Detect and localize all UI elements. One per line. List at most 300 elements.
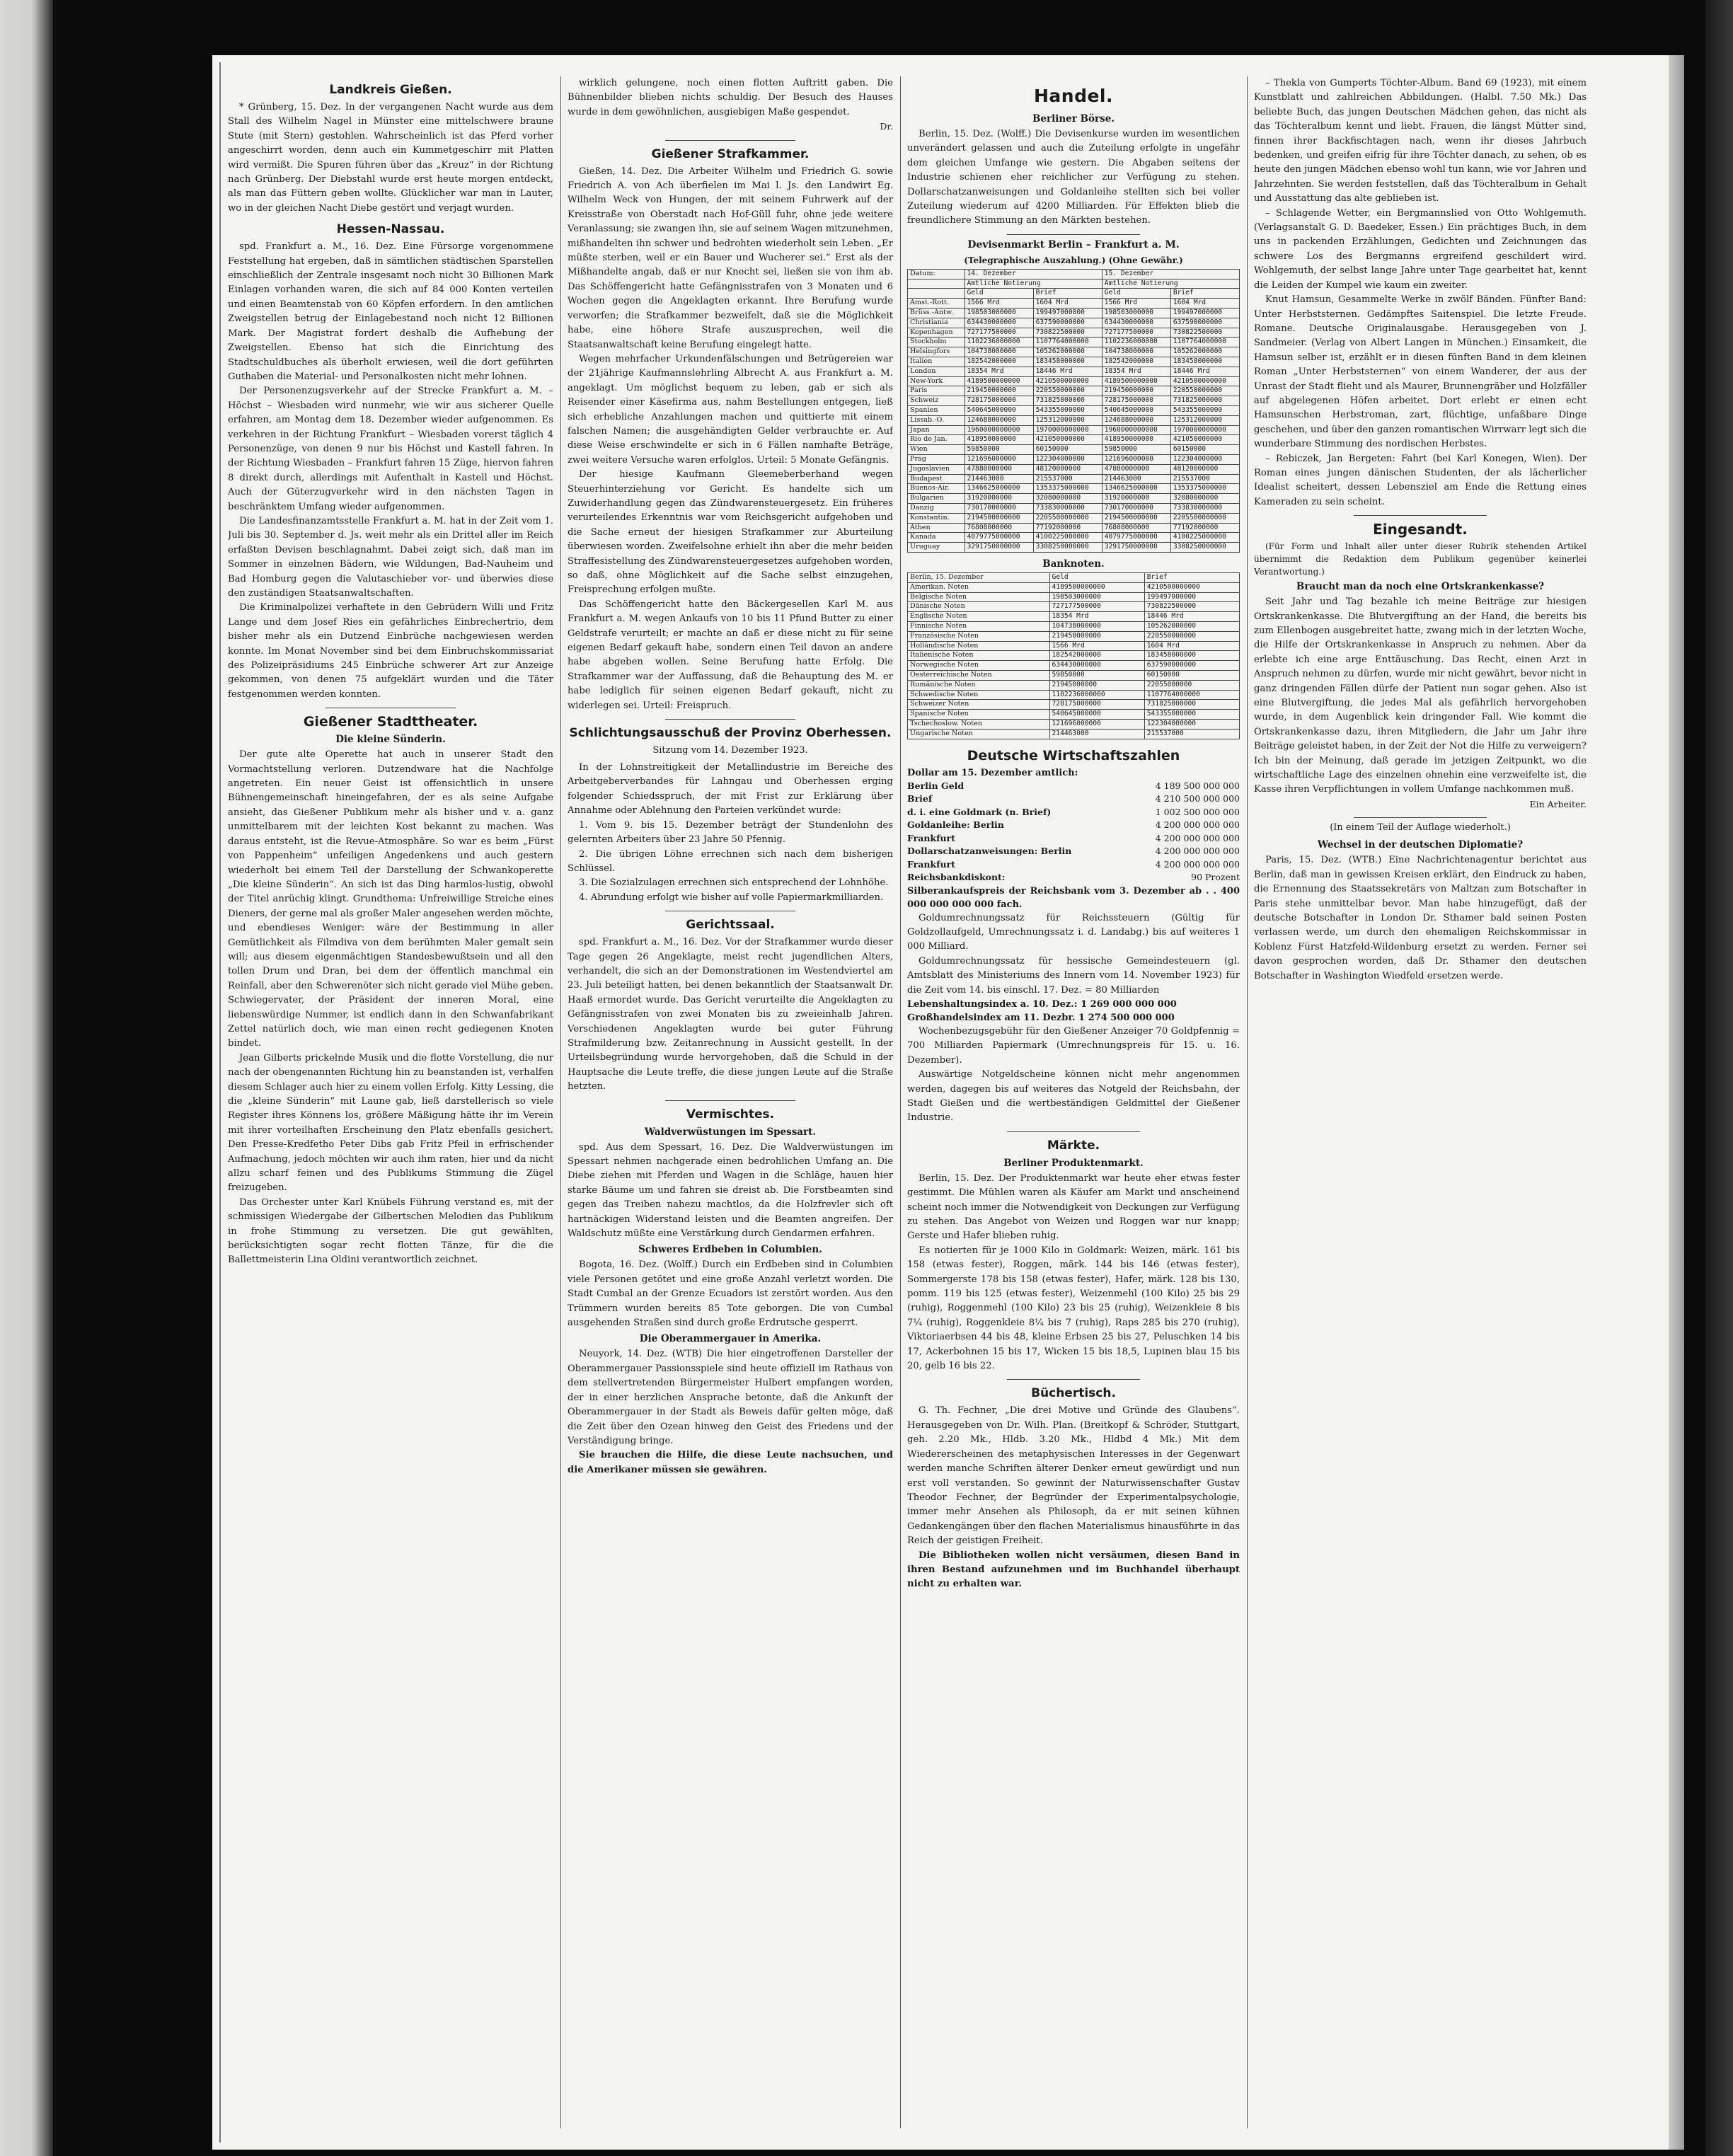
devisen-table-body [908, 299, 1240, 553]
rate-cell: 4189500000000 [1049, 582, 1144, 592]
table-row-label: Spanien [908, 406, 965, 416]
rate-cell: 59850000 [965, 445, 1033, 455]
rate-cell: 198503000000 [1049, 592, 1144, 602]
table-row [908, 338, 1240, 347]
table-row-label: Christiania [908, 318, 965, 328]
rate-cell: 733830000000 [1170, 503, 1239, 513]
article-paragraph: 1. Vom 9. bis 15. Dezember beträgt der Stundenlohn des gelernten Arbeiters über 23 Jahre 50 Pfennig. [568, 819, 893, 846]
rate-cell: 4210500000000 [1033, 376, 1102, 386]
rate-cell: 4189500000000 [1102, 376, 1170, 386]
article-paragraph: wirklich gelungene, noch einen flotten Auftritt gaben. Die Bühnenbilder blieben nichts schuldig. Der Besuch des Hauses wurde in dem gewöhnlichen, ausgiebigen Maße gespendet. [568, 78, 893, 117]
column-4 [1254, 76, 1587, 2128]
rate-cell: 18446 Mrd [1144, 612, 1239, 622]
rate-cell: 730822500000 [1033, 328, 1102, 338]
rate-cell: 215537000 [1170, 474, 1239, 484]
rate-cell: 728175000000 [1102, 396, 1170, 406]
rate-cell: 48120000000 [1033, 464, 1102, 474]
article-paragraph: 2. Die übrigen Löhne errechnen sich nach dem bisherigen Schlüssel. [568, 848, 893, 874]
article-subheading: Die Oberammergauer in Amerika. [639, 1333, 822, 1345]
stat-paragraph: Großhandelsindex am 11. Dezbr. 1 274 500 000 000 [907, 1012, 1175, 1023]
table-row-label: Italienische Noten [908, 651, 1050, 661]
rate-cell: 1107764000000 [1033, 338, 1102, 347]
table-row [908, 445, 1240, 455]
stat-value: 4 210 500 000 000 [1155, 793, 1240, 804]
article-paragraph: spd. Aus dem Spessart, 16. Dez. Die Waldverwüstungen im Spessart nehmen nachgerade einen bedrohlichen Umfang an. Die Diebe ziehen mit Pferden und Wagen in die Schläge, hauen hier starke Bäume um und fahren sie dreist ab. Die Forstbeamten sind gegen das Treiben nahezu machtlos, da die Holzfrevler sich oft hartnäckigen Widerstand leisten und die Beamten angreifen. Der Waldschutz müßte eine Verstärkung durch Gendarmen erfahren. [568, 1141, 893, 1240]
rate-cell: 4210500000000 [1170, 376, 1239, 386]
stat-value: 1 002 500 000 000 [1155, 806, 1240, 817]
table-row [908, 670, 1240, 680]
editorial-note: (Für Form und Inhalt aller unter dieser Rubrik stehenden Artikel übernimmt die Redaktion dem Publikum gegenüber keinerlei Verantwortung.) [1254, 541, 1587, 577]
editorial-note: (In einem Teil der Auflage wiederholt.) [1330, 822, 1511, 834]
table-row [908, 641, 1240, 651]
article-paragraph: Das Orchester unter Karl Knübels Führung verstand es, mit der schmissigen Wiedergabe der Gilbertschen Melodien das Publikum in frohe Stimmung zu versetzen. Die gut gewählten, berücksichtigten sogar recht flotten Tänze, für die die Ballettmeisterin Lina Oldini verantwortlich zeichnet. [228, 1197, 553, 1266]
rate-cell: 1566 Mrd [1102, 299, 1170, 309]
table-row [908, 299, 1240, 309]
rate-cell: 4079775000000 [1102, 533, 1170, 543]
table-row [908, 700, 1240, 710]
table-row [908, 680, 1240, 690]
stat-row [907, 780, 1240, 793]
table-row [908, 396, 1240, 406]
table-row-label: Budapest [908, 474, 965, 484]
separator-line [1354, 817, 1487, 818]
table-row-label: Oesterreichische Noten [908, 670, 1050, 680]
table-header-cell: Amtliche Notierung [1102, 279, 1239, 289]
table-row-label: Jugoslavien [908, 464, 965, 474]
table-row [908, 631, 1240, 641]
separator-line [1007, 1379, 1140, 1380]
rate-cell: 727177500000 [1049, 602, 1144, 612]
article-subheading: Berliner Börse. [1032, 113, 1115, 125]
table-row-label: Buenos-Air. [908, 484, 965, 494]
column-1 [228, 76, 553, 2128]
section-heading: Deutsche Wirtschaftszahlen [967, 747, 1180, 763]
table-row [908, 533, 1240, 543]
rate-cell: 1970000000000 [1033, 425, 1102, 435]
banknoten-table-body [908, 582, 1240, 739]
table-row-label: Belgische Noten [908, 592, 1050, 602]
table-row [908, 651, 1240, 661]
rate-cell: 121696000000 [965, 454, 1033, 464]
rate-cell: 124688000000 [1102, 415, 1170, 425]
rate-cell: 76808000000 [965, 523, 1033, 533]
newspaper-page [212, 55, 1684, 2150]
table-row-label: Uruguay [908, 543, 965, 553]
table-row-label: Ungarische Noten [908, 729, 1050, 739]
rate-cell: 2205500000000 [1170, 513, 1239, 523]
table-row-label: Norwegische Noten [908, 661, 1050, 671]
rate-cell: 182542000000 [1102, 357, 1170, 367]
section-heading: Vermischtes. [686, 1107, 775, 1122]
rate-cell: 215537000 [1144, 729, 1239, 739]
table-row [908, 464, 1240, 474]
table-row-label: Französische Noten [908, 631, 1050, 641]
rate-cell: 4079775000000 [965, 533, 1033, 543]
table-row-label: Helsingfors [908, 347, 965, 357]
table-header-cell: Amtliche Notierung [965, 279, 1102, 289]
rate-cell: 214463000 [1049, 729, 1144, 739]
stat-row [907, 871, 1240, 884]
table-row-label: New-York [908, 376, 965, 386]
table-row-label: Prag [908, 454, 965, 464]
article-paragraph: Die Kriminalpolizei verhaftete in den Gebrüdern Willi und Fritz Lange und dem Josef Ries ein gefährliches Einbrechertrio, dem bisher mehr als ein Dutzend Einbrüche nachgewiesen werden konnte. Im Monat November sind bei dem Einbruchskommissariat des Polizeipräsidiums 245 Einbrüche schwerer Art zur Anzeige gekommen, von denen 75 aufgeklärt wurden und die Täter festgenommen werden konnten. [228, 602, 553, 700]
section-heading: Büchertisch. [1031, 1386, 1116, 1401]
section-heading: Gießener Stadttheater. [303, 714, 478, 730]
table-row [908, 406, 1240, 416]
table-row-label: Rio de Jan. [908, 435, 965, 445]
section-heading: Landkreis Gießen. [329, 83, 452, 97]
rate-cell: 727177500000 [1102, 328, 1170, 338]
rate-cell: 1346625000000 [965, 484, 1033, 494]
table-header-cell: Datum: [908, 269, 965, 279]
section-heading: Schlichtungsausschuß der Provinz Oberhessen. [569, 726, 892, 741]
table-row [908, 376, 1240, 386]
rate-cell: 634430000000 [1049, 661, 1144, 671]
rate-cell: 543355000000 [1144, 710, 1239, 720]
table-row-label: Italien [908, 357, 965, 367]
rate-cell: 421050000000 [1033, 435, 1102, 445]
viewer-left-edge [0, 0, 53, 2156]
rate-cell: 2194500000000 [1102, 513, 1170, 523]
rate-cell: 1960000000000 [1102, 425, 1170, 435]
table-header-cell: Berlin, 15. Dezember [908, 572, 1050, 582]
rate-cell: 2205500000000 [1033, 513, 1102, 523]
rate-cell: 2194500000000 [965, 513, 1033, 523]
rate-cell: 104738000000 [965, 347, 1033, 357]
separator-line [665, 140, 795, 141]
table-row-label: Finnische Noten [908, 621, 1050, 631]
table-row [908, 523, 1240, 533]
stat-value: 4 200 000 000 000 [1155, 846, 1240, 856]
stat-label: Reichsbankdiskont: [907, 872, 1006, 882]
rate-cell: 219450000000 [965, 386, 1033, 396]
rate-cell: 121696000000 [1049, 719, 1144, 729]
rate-cell: 1102236000000 [1102, 338, 1170, 347]
rate-cell: 124688000000 [965, 415, 1033, 425]
table-header-cell: Geld [965, 289, 1033, 299]
table-row [908, 425, 1240, 435]
rate-cell: 105262000000 [1144, 621, 1239, 631]
rate-cell: 220550000000 [1144, 631, 1239, 641]
article-paragraph: Die Landesfinanzamtsstelle Frankfurt a. M. hat in der Zeit vom 1. Juli bis 30. September d. Js. weit mehr als ein Drittel aller im Reich erfaßten Devisen beschlagnahmt. Dabei zeigt sich, daß man im Sommer in einzelnen Bädern, wie Wildungen, Bad-Nauheim und Bad Homburg gegen die Valutaschieber vor- und überwies diese den zuständigen Staatsanwaltschaften. [228, 515, 553, 599]
rate-cell: 18354 Mrd [1102, 367, 1170, 376]
rate-cell: 220550000000 [1170, 386, 1239, 396]
rate-cell: 421050000000 [1170, 435, 1239, 445]
rate-cell: 418950000000 [1102, 435, 1170, 445]
table-row [908, 592, 1240, 602]
rate-cell: 1960000000000 [965, 425, 1033, 435]
section-heading: Märkte. [1047, 1138, 1100, 1153]
rate-cell: 219450000000 [1049, 631, 1144, 641]
article-paragraph: Der gute alte Operette hat auch in unserer Stadt den Vormachtstellung verloren. Dutzendware hat die Nachfolge angetreten. Ein neuer Geist ist offensichtlich in unsere Bühnengemeinschaft hineingefahren, der es als seine Aufgabe ansieht, das Gießener Publikum mehr als bisher und v. a. ganz unmittelbarem mit der leichten Kost bekannt zu machen. Was daraus entsteht, ist die Revue-Atmosphäre. So war es beim „Fürst von Pappenheim“ unfeiligen Angedenkens und auch gestern wiederholt bei einem Teil der Darstellung der Schwankoperette „Die kleine Sünderin“. An sich ist das Ding harmlos-lustig, obwohl der Titel anrüchig klingt. Grundthema: Unfreiwillige Streiche eines Dieners, der gerne mal als großer Maler angesehen werden möchte, und ebendieses Weniger: wäre der Bestimmung in aller Gemütlichkeit als Filmdiva von dem berühmten Maler gemalt sein will; aus diesem eigenmächtigen Standesbewußtsein und all den tollen Drum und Dran, bei dem der öffentlich manchmal ein Reinfall, aber den Schwerenöter sich nicht gerade viel Mühe geben. Schwiegervater, der Präsident der inneren Moral, eine liebenswürdige Nummer, ist endlich dann in den Schwanfabrikant Zettel natürlich doch, wie man einen recht gediegenen Knoten bindet. [228, 749, 553, 1049]
article-paragraph: Gießen, 14. Dez. Die Arbeiter Wilhelm und Friedrich G. sowie Friedrich A. von Ach überfielen im Mai l. Js. den Landwirt Eg. Wilhelm Weck von Hungen, der mit seinem Fuhrwerk auf der Kreisstraße von Oberstadt nach Hof-Güll fuhr, ohne jede weitere Veranlassung; sie zwangen ihn, sie auf seinem Wagen mitzunehmen, mißhandelten ihn schwer und bedrohten wiederholt sein Leben. „Er müßte sterben, weil er ein Bauer und Wucherer sei.“ Erst als der Mißhandelte angab, daß er nur Knecht sei, ließen sie von ihm ab. Das Schöffengericht hatte Gefängnisstrafen von 3 Monaten und 6 Wochen gegen die Angeklagten erkannt. Ihre Berufung wurde verworfen; die Strafkammer bezweifelt, daß sie die Möglichkeit habe, eine höhere Strafe auszusprechen, weil die Staatsanwaltschaft keine Berufung eingelegt hatte. [568, 166, 893, 350]
stat-label: Frankfurt [907, 832, 955, 843]
article-paragraph: Seit Jahr und Tag bezahle ich meine Beiträge zur hiesigen Ortskrankenkasse. Die Blutvergiftung an der Hand, die bereits bis zum Ellenbogen ausgebreitet hatte, zwang mich in der letzten Woche, die Hilfe der Ortskrankenkasse in Anspruch zu nehmen. Aber da erlebte ich eine arge Enttäuschung. Das Recht, einen Arzt in Anspruch nehmen zu dürfen, wurde mir nicht gewährt, bevor nicht in ganz dringenden Fällen dürfe der Patient nun sogar gehen. Also ist eine Blutvergiftung, die jedes Mal als gefährlich hervorgehoben wurde, in dem Augenblick kein dringender Fall. Wie kommt die Ortskrankenkasse dazu, ihren Mitgliedern, die Jahr um Jahr ihre Beiträge geleistet haben, in der Zeit der Not die Hilfe zu verweigern? Ich bin der Meinung, daß gerade im jetzigen Zeitpunkt, wo die wirtschaftliche Lage des einzelnen ohnehin eine verzweifelte ist, die Kasse ihren Verpflichtungen in vollem Umfange nachkommen muß. [1254, 596, 1587, 795]
rate-cell: 730822500000 [1170, 328, 1239, 338]
banknoten-table [907, 572, 1240, 739]
column-rule [560, 76, 561, 2128]
table-row [908, 503, 1240, 513]
article-paragraph: 3. Die Sozialzulagen errechnen sich entsprechend der Lohnhöhe. [579, 877, 889, 889]
rate-cell: 540645000000 [965, 406, 1033, 416]
rate-cell: 18446 Mrd [1033, 367, 1102, 376]
stat-value: 90 Prozent [1191, 872, 1240, 882]
separator-line [1007, 234, 1140, 235]
table-row-label: Stockholm [908, 338, 965, 347]
rate-cell: 60150000 [1033, 445, 1102, 455]
article-subheading: Wechsel in der deutschen Diplomatie? [1317, 839, 1524, 851]
stat-row [907, 845, 1240, 858]
table-header-cell [908, 279, 965, 289]
stat-row [907, 832, 1240, 846]
viewer-right-edge [1705, 0, 1733, 2156]
table-row [908, 710, 1240, 720]
rate-cell: 4189500000000 [965, 376, 1033, 386]
table-row [908, 357, 1240, 367]
rate-cell: 183458000000 [1170, 357, 1239, 367]
rate-cell: 18354 Mrd [965, 367, 1033, 376]
table-row [908, 484, 1240, 494]
rate-cell: 1102236000000 [1049, 690, 1144, 700]
table-row [908, 328, 1240, 338]
table-row [908, 582, 1240, 592]
table-row [908, 347, 1240, 357]
stat-title: Dollar am 15. Dezember amtlich: [907, 767, 1078, 778]
rate-cell: 540645000000 [1102, 406, 1170, 416]
rate-cell: 1604 Mrd [1170, 299, 1239, 309]
rate-cell: 1604 Mrd [1033, 299, 1102, 309]
rate-cell: 77192000000 [1170, 523, 1239, 533]
stat-paragraph: Lebenshaltungsindex a. 10. Dez.: 1 269 000 000 000 [907, 998, 1177, 1010]
stat-label: Brief [907, 793, 933, 804]
table-row-label: Spanische Noten [908, 710, 1050, 720]
rate-cell: 418950000000 [965, 435, 1033, 445]
rate-cell: 60150000 [1170, 445, 1239, 455]
rate-cell: 199497000000 [1033, 309, 1102, 318]
article-paragraph: Berlin, 15. Dez. Der Produktenmarkt war heute eher etwas fester gestimmt. Die Mühlen waren als Käufer am Markt und anscheinend scheint noch immer die Notwendigkeit von Deckungen zur Verfügung zu stehen. Das Angebot von Weizen und Roggen war nur knapp; Gerste und Hafer blieben ruhig. [907, 1172, 1240, 1242]
rate-cell: 214463000 [1102, 474, 1170, 484]
rate-cell: 59850000 [1102, 445, 1170, 455]
rate-cell: 727177500000 [965, 328, 1033, 338]
rate-cell: 104738000000 [1049, 621, 1144, 631]
rate-cell: 105262000000 [1033, 347, 1102, 357]
author-signature: Dr. [880, 121, 893, 132]
table-row [908, 661, 1240, 671]
section-heading: Hessen-Nassau. [336, 222, 445, 237]
stat-row [907, 858, 1240, 872]
rate-cell: 1604 Mrd [1144, 641, 1239, 651]
article-paragraph: spd. Frankfurt a. M., 16. Dez. Eine Fürsorge vorgenommene Feststellung hat ergeben, daß in sämtlichen städtischen Sparstellen einschließlich der Zentrale insgesamt noch nicht 30 Billionen Mark Einlagen vorhanden waren, die sich auf 84 000 Konten verteilen und einen Beamtenstab von 60 Köpfen erfordern. In den amtlichen Zweigstellen betrug der Einlagebestand noch nicht 12 Billionen Mark. Der Magistrat fordert deshalb die Aufhebung der Zweigstellen. Ebenso hat sich die Einrichtung des Stadtschuldbuches als überholt erwiesen, weil die dort geführten Guthaben die Material- und Personalkosten nicht mehr lohnen. [228, 241, 553, 382]
table-row-label: Danzig [908, 503, 965, 513]
table-row-label: Holländische Noten [908, 641, 1050, 651]
article-paragraph: Berlin, 15. Dez. (Wolff.) Die Devisenkurse wurden im wesentlichen unverändert gelassen und auch die Zuteilung erfolgte in ungefähr dem gleichen Umfange wie gestern. Die Abgaben seitens der Industrie schienen eher reichlicher zur Verfügung zu stehen. Dollarschatzanweisungen und Goldanleihe stellten sich bei voller Zuteilung wiederum auf 4200 Milliarden. Für Effekten blieb die freundlichere Stimmung an den Märkten bestehen. [907, 129, 1240, 226]
table-header-cell: Geld [1102, 289, 1170, 299]
article-paragraph: Der Personenzugsverkehr auf der Strecke Frankfurt a. M. – Höchst – Wiesbaden wird nunmehr, wie wir aus sicherer Quelle erfahren, am Montag dem 18. Dezember wieder aufgenommen. Es verkehren in der Richtung Frankfurt – Wiesbaden vorerst täglich 4 Personenzüge, von denen 9 nur bis Höchst und Kastell fahren. In der Richtung Wiesbaden – Frankfurt fahren 15 Züge, hiervon fahren 8 direkt durch, allerdings mit Aufenthalt in Kastell und Höchst. Auch der Güterzugverkehr wird in den nächsten Tagen in beschränktem Umfang wieder aufgenommen. [228, 386, 553, 512]
article-paragraph: spd. Frankfurt a. M., 16. Dez. Vor der Strafkammer wurde dieser Tage gegen 26 Angeklagte, meist recht jugendlichen Alters, verhandelt, die sich an der Demonstrationen im Westendviertel am 23. Juli beteiligt hatten, bei denen bekanntlich der Staatsanwalt Dr. Haaß ermordet wurde. Das Gericht verurteilte die Angeklagten zu Gefängnisstrafen von zwei Monaten bis zu zweieinhalb Jahren. Verschiedenen Angeklagten wurde bei guter Führung Strafmilderung bzw. Zeitanrechnung in Aussicht gestellt. In der Urteilsbegründung wurde hervorgehoben, daß die Schuld in der Hauptsache die Leute treffe, die diese jungen Leute auf die Straße hetzten. [568, 937, 893, 1093]
article-paragraph: G. Th. Fechner, „Die drei Motive und Gründe des Glaubens“. Herausgegeben von Dr. Wilh. Plan. (Breitkopf & Schröder, Stuttgart, geh. 2.20 Mk., Hldb. 3.20 Mk., Hldbd 4 Mk.) Mit dem Wiedererscheinen des metaphysischen Interesses in der Gegenwart werden manche Schriften älterer Denker erneut gewürdigt und nun erst voll verstanden. So gewinnt der Naturwissenschafter Gustav Theodor Fechner, der Begründer der Experimentalpsychologie, immer mehr Ansehen als Philosoph, da er mit seinen kühnen Gedankengängen über den flachen Materialismus hinausführte in das Reich der geistigen Freiheit. [907, 1405, 1240, 1547]
table-row [908, 367, 1240, 376]
column-3 [907, 76, 1240, 2128]
rate-cell: 731825000000 [1033, 396, 1102, 406]
rate-cell: 634430000000 [1102, 318, 1170, 328]
rate-cell: 183458000000 [1033, 357, 1102, 367]
article-paragraph: Sie brauchen die Hilfe, die diese Leute nachsuchen, und die Amerikaner müssen sie gewähren. [568, 1450, 893, 1475]
rate-cell: 543355000000 [1033, 406, 1102, 416]
table-row-label: Schweizer Noten [908, 700, 1050, 710]
rate-cell: 540645000000 [1049, 710, 1144, 720]
article-paragraph: Knut Hamsun, Gesammelte Werke in zwölf Bänden. Fünfter Band: Unter Herbststernen. Gedämpftes Saitenspiel. Die letzte Freude. Romane. Deutsche Originalausgabe. Herausgegeben von J. Sandmeier. (Verlag von Albert Langen in München.) Einsamkeit, die Hamsun selber ist, erzählt er in diesen fünften Band in dem kleinen Roman „Unter Herbststernen“ von einem Wanderer, der aus der Unrast der Stadt flieht und als Maurer, Brunnengräber und Holzfäller auf abgelegenen Höfen arbeitet. Dort erlebt er einen echt Hamsunschen Herbstroman, zart, flüchtige, unfaßbare Dinge geschehen, und über den ganzen romantischen Wirrwarr legt sich die wunderbare Stimmung des nordischen Herbstes. [1254, 294, 1587, 450]
rate-cell: 634430000000 [965, 318, 1033, 328]
table-header-cell: Geld [1049, 572, 1144, 582]
rate-cell: 32080000000 [1170, 494, 1239, 504]
stat-paragraph: Wochenbezugsgebühr für den Gießener Anzeiger 70 Goldpfennig = 700 Milliarden Papiermark (Umrechnungspreis für 15. u. 16. Dezember). [907, 1025, 1240, 1066]
rate-cell: 637590000000 [1144, 661, 1239, 671]
separator-line [1354, 515, 1487, 516]
stat-label: Dollarschatzanweisungen: Berlin [907, 846, 1072, 856]
rate-cell: 3308250000000 [1170, 543, 1239, 553]
article-paragraph: – Schlagende Wetter, ein Bergmannslied von Otto Wohlgemuth. (Verlagsanstalt G. D. Baedeker, Essen.) Ein prächtiges Buch, in dem uns in packenden Erzählungen, Gedichten und Zeichnungen das schwere Los des Bergmanns ergreifend geschildert wird. Wohlgemuth, der selbst lange Jahre unter Tage gearbeitet hat, kennt die Leiden der Kumpel wie kaum ein zweiter. [1254, 207, 1587, 291]
rate-cell: 4100225000000 [1033, 533, 1102, 543]
stat-value: 4 200 000 000 000 [1155, 819, 1240, 830]
article-paragraph: In der Lohnstreitigkeit der Metallindustrie im Bereiche des Arbeitgeberverbandes für Lahngau und Oberhessen erging folgender Schiedsspruch, der mit Frist zur Erklärung über Annahme oder Ablehnung den Parteien verkündet wurde: [568, 762, 893, 817]
table-row-label: Kopenhagen [908, 328, 965, 338]
table-row [908, 318, 1240, 328]
article-paragraph: 4. Abrundung erfolgt wie bisher auf volle Papiermarkmilliarden. [579, 892, 884, 903]
table-row [908, 621, 1240, 631]
table-row-label: Amst.-Rott. [908, 299, 965, 309]
article-dateline: Sitzung vom 14. Dezember 1923. [652, 745, 808, 756]
rate-cell: 47880000000 [965, 464, 1033, 474]
rate-cell: 1566 Mrd [965, 299, 1033, 309]
stat-value: 4 200 000 000 000 [1155, 832, 1240, 843]
table-row [908, 454, 1240, 464]
rate-cell: 125312000000 [1033, 415, 1102, 425]
table-row-label: Paris [908, 386, 965, 396]
table-row-label: Konstantin. [908, 513, 965, 523]
article-paragraph: – Rebiczek, Jan Bergeten: Fahrt (bei Karl Konegen, Wien). Der Roman eines jungen dänischen Studenten, der als lächerlicher Idealist scheitert, dessen Lebensziel am Ende die Rettung eines Kameraden zu sein scheint. [1254, 453, 1587, 507]
rate-cell: 32080000000 [1033, 494, 1102, 504]
table-row-label: Amerikan. Noten [908, 582, 1050, 592]
devisen-table [907, 269, 1240, 553]
rate-cell: 1353375000000 [1170, 484, 1239, 494]
stat-value: 4 189 500 000 000 [1155, 780, 1240, 791]
table-row [908, 612, 1240, 622]
article-subheading: Die kleine Sünderin. [335, 734, 446, 746]
table-row [908, 513, 1240, 523]
article-paragraph: Der hiesige Kaufmann Gleemeberberhand wegen Steuerhinterziehung vor Gericht. Es handelte sich um Zuwiderhandlung gegen das Zündwarensteuergesetz. Ein früheres verurteilendes Erkenntnis war vom Reichsgericht aufgehoben und die Sache erneut der hiesigen Strafkammer zur Aburteilung überwiesen worden. Zweifelsohne erhielt ihn aber die mehr beiden Straffesistellung des Zündwarensteuergesetzes aufgehoben worden, so daß, ohne Möglichkeit auf die Sache selbst einzugehen, Freisprechung erfolgen mußte. [568, 469, 893, 596]
article-subheading: Schweres Erdbeben in Columbien. [638, 1244, 822, 1256]
section-heading: Handel. [1033, 86, 1113, 106]
rate-cell: 730170000000 [965, 503, 1033, 513]
stat-row [907, 792, 1240, 806]
rate-cell: 220550000000 [1033, 386, 1102, 396]
rate-cell: 125312000000 [1170, 415, 1239, 425]
stat-label: Goldanleihe: Berlin [907, 819, 1004, 830]
rate-cell: 18354 Mrd [1049, 612, 1144, 622]
table-header-cell: Brief [1170, 289, 1239, 299]
table-header-cell: 15. Dezember [1102, 269, 1239, 279]
wirtschaftszahlen-list [907, 780, 1240, 884]
rate-cell: 31920000000 [1102, 494, 1170, 504]
rate-cell: 1102236000000 [965, 338, 1033, 347]
table-row-label: Kanada [908, 533, 965, 543]
table-row-label: Tschechoslow. Noten [908, 719, 1050, 729]
rate-cell: 60150000 [1144, 670, 1239, 680]
rate-cell: 4100225000000 [1170, 533, 1239, 543]
table-header-cell: Brief [1033, 289, 1102, 299]
author-signature: Ein Arbeiter. [1529, 798, 1587, 809]
stat-paragraph: Silberankaufspreis der Reichsbank vom 3. Dezember ab . . 400 000 000 000 000 fach. [907, 885, 1240, 910]
rate-cell: 637590000000 [1170, 318, 1239, 328]
article-paragraph: * Grünberg, 15. Dez. In der vergangenen Nacht wurde aus dem Stall des Wilhelm Nagel in Münster eine mittelschwere braune Stute (mit Stern) gestohlen. Wahrscheinlich ist das Pferd vorher angeschirrt worden, denn auch ein Kummetgeschirr mit Platten wird vermißt. Die Spuren führen über das „Kreuz“ in der Richtung nach Grünberg. Der Diebstahl wurde erst heute morgen entdeckt, als man das Füttern geben wollte. Glücklicher war man in Lauter, wo in der gleichen Nacht Diebe gestört und verjagt wurden. [228, 102, 553, 214]
table-header-cell: Brief [1144, 572, 1239, 582]
rate-cell: 3308250000000 [1033, 543, 1102, 553]
article-paragraph: Es notierten für je 1000 Kilo in Goldmark: Weizen, märk. 161 bis 158 (etwas fester), Roggen, märk. 144 bis 146 (etwas fester), Sommergerste 178 bis 158 (etwas fester), Hafer, märk. 128 bis 130, pomm. 119 bis 125 (etwas fester), Weizenmehl (100 Kilo) 25 bis 29 (ruhig), Roggenmehl (100 Kilo) 23 bis 25 (ruhig), Weizenkleie 8 bis 7¼ (ruhig), Roggenkleie 8¼ bis 7 (ruhig), Raps 285 bis 270 (ruhig), Viktoriaerbsen 44 bis 48, kleine Erbsen 25 bis 27, Peluschken 14 bis 17, Ackerbohnen 15 bis 17, Wicken 15 bis 18,5, Lupinen blau 15 bis 20, gelb 16 bis 22. [907, 1245, 1240, 1372]
rate-cell: 728175000000 [1049, 700, 1144, 710]
rate-cell: 122304000000 [1170, 454, 1239, 464]
rate-cell: 731825000000 [1144, 700, 1239, 710]
table-row-label: Englische Noten [908, 612, 1050, 622]
column-2 [568, 76, 893, 2128]
table-row [908, 415, 1240, 425]
article-paragraph: – Thekla von Gumperts Töchter-Album. Band 69 (1923), mit einem Kunstblatt und zahlreichen Abbildungen. (Halbl. 7.50 Mk.) Das beliebte Buch, das jungen Deutschen Mädchen gehen, das nicht als das Töchteralbum kennt und liebt. Frauen, die längst Mütter sind, finnen ihrer Backfischtagen nach, wenn ihr dieses Jahrbuch bedenken, und greifen eifrig für ihre Töchter danach, zu sehen, ob es heute den jungen Mädchen ebenso wohl tun kann, wie vor Jahren und Jahrzehnten. Sie werden feststellen, daß das Töchteralbum in Gehalt und Ausstattung das alte geblieben ist. [1254, 78, 1587, 204]
separator-line [1007, 1131, 1140, 1132]
rate-cell: 104738000000 [1102, 347, 1170, 357]
table-row-label: Athen [908, 523, 965, 533]
article-paragraph: Jean Gilberts prickelnde Musik und die flotte Vorstellung, die nur nach der obengenannten Richtung hin zu beanstanden ist, verhalfen diesem Schlager auch hier zu einem vollen Erfolg. Kitty Lessing, die die „kleine Sünderin“ mit Laune gab, ließ darstellerisch so viele Register ihres Könnens los, größere Mäßigung hätte ihr im Verein mit ihrer vorteilhaften Erscheinung den Platz ebenfalls gesichert. Den Presse-Kredfetho Peter Dibs gab Fritz Pfeil in erfrischender Aufmachung, jedoch möchten wir auch ihm raten, hier und da nicht allzu scharf feinen und des Publikums Stimmung die Zügel freizugeben. [228, 1052, 553, 1194]
rate-cell: 215537000 [1033, 474, 1102, 484]
table-row [908, 602, 1240, 612]
rate-cell: 1566 Mrd [1049, 641, 1144, 651]
rate-cell: 1353375000000 [1033, 484, 1102, 494]
rate-cell: 728175000000 [965, 396, 1033, 406]
table-row [908, 690, 1240, 700]
table-row-label: Rumänische Noten [908, 680, 1050, 690]
stat-paragraph: Auswärtige Notgeldscheine können nicht mehr angenommen werden, dagegen bis auf weiteres das Notgeld der Reichsbahn, der Stadt Gießen und die wertbeständigen Geldmittel der Gießener Industrie. [907, 1069, 1240, 1124]
rate-cell: 731825000000 [1170, 396, 1239, 406]
rate-cell: 1107764000000 [1170, 338, 1239, 347]
table-row-label: London [908, 367, 965, 376]
rate-cell: 730170000000 [1102, 503, 1170, 513]
table-row [908, 729, 1240, 739]
table-row [908, 494, 1240, 504]
column-rule [1247, 76, 1248, 2128]
rate-cell: 121696000000 [1102, 454, 1170, 464]
rate-cell: 198503000000 [1102, 309, 1170, 318]
page-edge [1669, 55, 1684, 2150]
table-header-cell: 14. Dezember [965, 269, 1102, 279]
rate-cell: 1107764000000 [1144, 690, 1239, 700]
rate-cell: 48120000000 [1170, 464, 1239, 474]
rate-cell: 730822500000 [1144, 602, 1239, 612]
stat-row [907, 819, 1240, 832]
separator-line [665, 719, 795, 720]
article-subheading: Braucht man da noch eine Ortskrankenkasse? [1296, 581, 1545, 593]
table-header-cell [908, 289, 965, 299]
section-heading: Gießener Strafkammer. [651, 146, 810, 161]
article-paragraph: Paris, 15. Dez. (WTB.) Eine Nachrichtenagentur berichtet aus Berlin, daß man in gewissen Kreisen erklärt, den Eindruck zu haben, die Ernennung des Staatssekretärs von Maltzan zum Botschafter in Paris stehe unmittelbar bevor. Man habe hinzugefügt, daß der deutsche Botschafter in London Dr. Sthamer bald seinen Posten verlassen werde, um durch den ehemaligen Reichskommissar in Koblenz Fürst Hatzfeld-Wildenburg ersetzt zu werden. Ferner sei davon gesprochen worden, daß Dr. Sthamer den deutschen Botschafter in Washington Wiedfeld ersetzen werde. [1254, 855, 1587, 981]
rate-cell: 199497000000 [1170, 309, 1239, 318]
article-paragraph: Wegen mehrfacher Urkundenfälschungen und Betrügereien war der 21jährige Kaufmannslehrling Albrecht A. aus Frankfurt a. M. angeklagt. Um möglichst bequem zu leben, gab er sich als Reisender einer Käsefirma aus, nahm Bestellungen entgegen, ließ sich erhebliche Anzahlungen machen und quittierte mit einem falschen Namen; die ausgehändigten Gelder verbrauchte er. Auf diese Weise erschwindelte er sich in 6 Fällen namhafte Beträge, zwei weitere Versuche waren erfolglos. Urteil: 5 Monate Gefängnis. [568, 353, 893, 466]
rate-cell: 77192000000 [1033, 523, 1102, 533]
rate-cell: 733830000000 [1033, 503, 1102, 513]
rate-cell: 182542000000 [965, 357, 1033, 367]
table-row-label: Brüss.-Antw. [908, 309, 965, 318]
rate-cell: 3291750000000 [965, 543, 1033, 553]
rate-cell: 22055000000 [1144, 680, 1239, 690]
column-rule [900, 76, 901, 2128]
rate-cell: 21945000000 [1049, 680, 1144, 690]
